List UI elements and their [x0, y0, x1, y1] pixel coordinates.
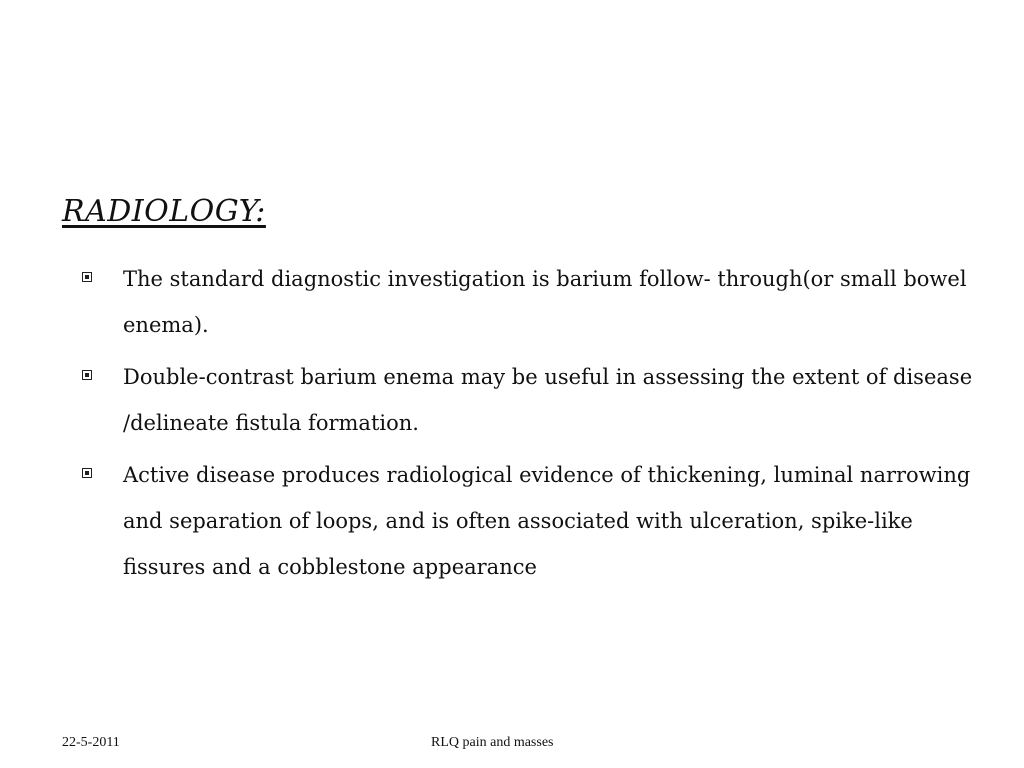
footer-date: 22-5-2011 [62, 735, 120, 750]
bullet-text: The standard diagnostic investigation is barium follow- through(or small bowel enema). [123, 267, 967, 337]
square-bullet-icon [82, 370, 92, 380]
slide-heading: RADIOLOGY: [62, 194, 266, 229]
list-item [76, 354, 976, 446]
bullet-list [76, 256, 976, 596]
footer-title: RLQ pain and masses [431, 735, 554, 750]
square-bullet-icon [82, 468, 92, 478]
list-item [76, 452, 976, 590]
list-item [76, 256, 976, 348]
bullet-text: Active disease produces radiological evidence of thickening, luminal narrowing and separation of loops, and is often associated with ulceration, spike-like fissures and a cobblestone appearance [123, 463, 971, 579]
bullet-text: Double-contrast barium enema may be useful in assessing the extent of disease /delineate fistula formation. [123, 365, 973, 435]
square-bullet-icon [82, 272, 92, 282]
